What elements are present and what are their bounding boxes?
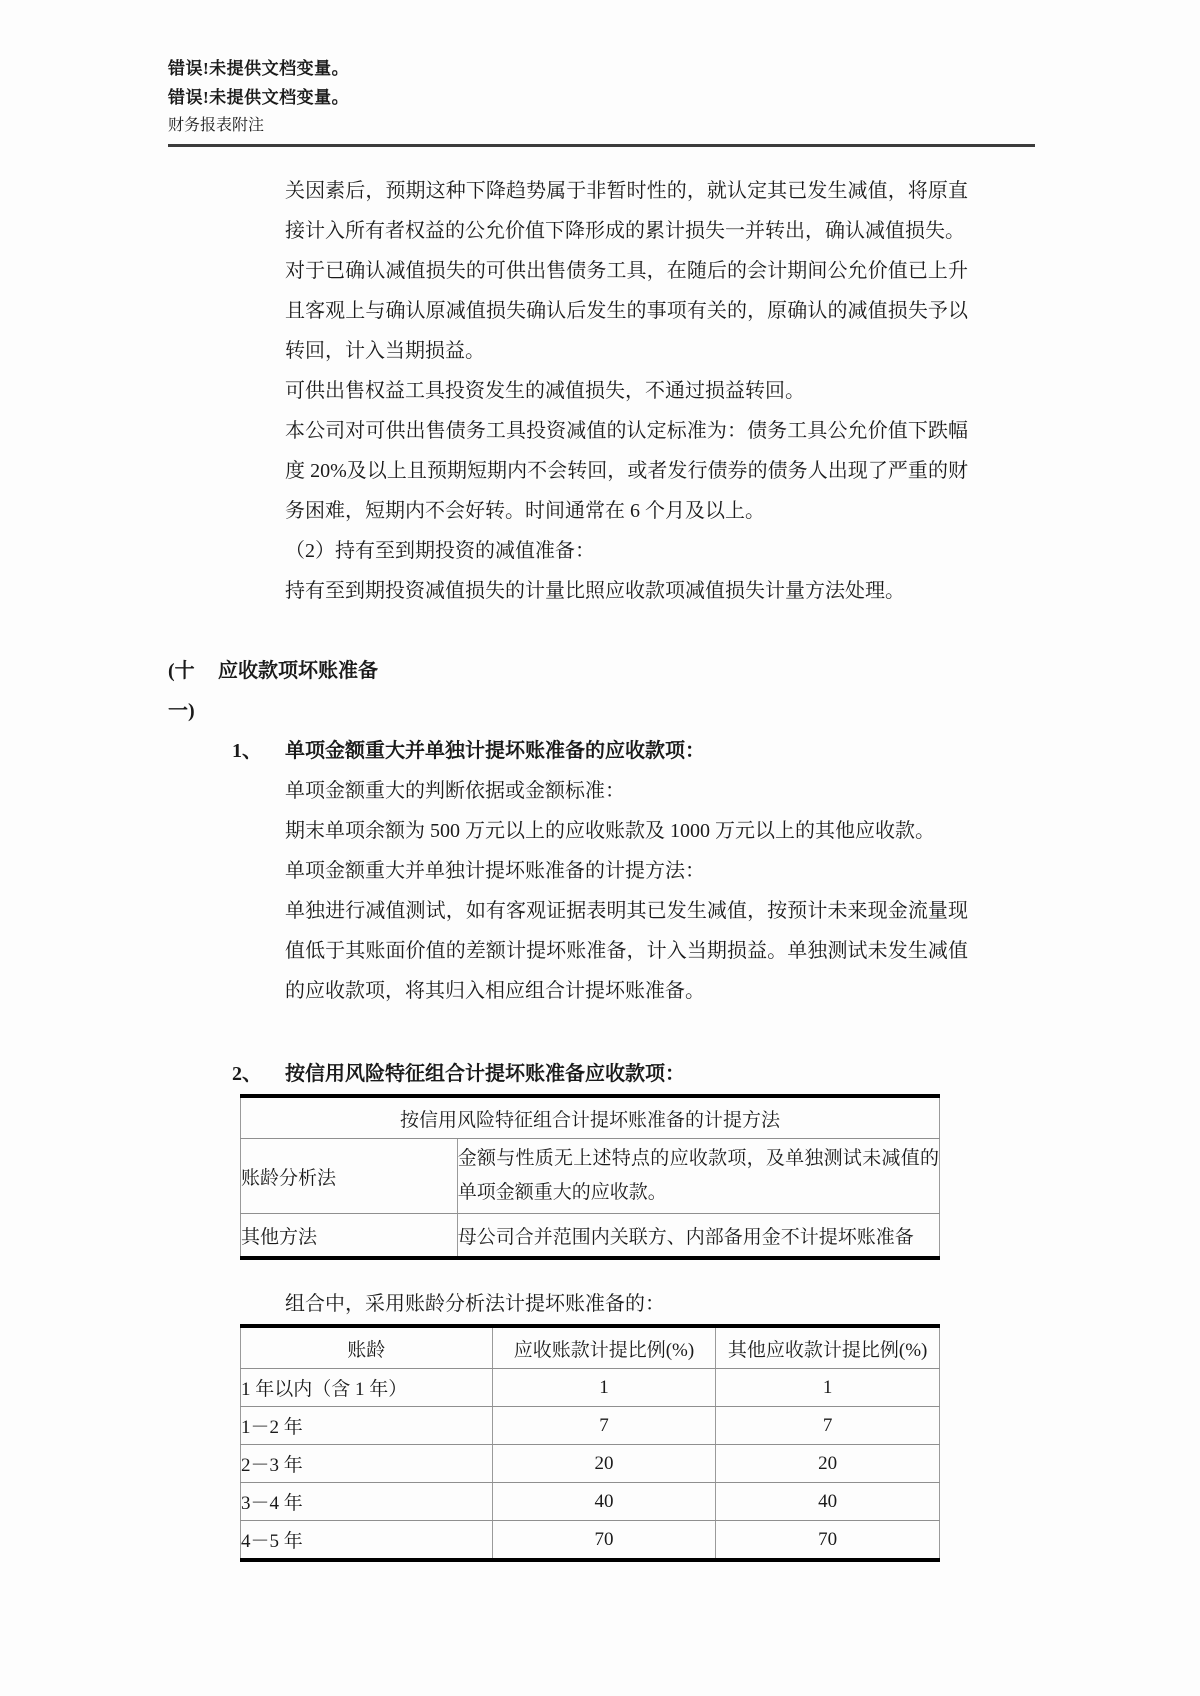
- aging-intro-text: 组合中，采用账龄分析法计提坏账准备的：: [285, 1293, 665, 1315]
- receivables-pct-cell: 40: [492, 1483, 716, 1521]
- method-table: [240, 1094, 940, 1260]
- age-cell: 2－3 年: [241, 1445, 493, 1483]
- method-table-caption: 按信用风险特征组合计提坏账准备的计提方法: [241, 1096, 940, 1139]
- aging-row: [241, 1483, 940, 1521]
- table-row: [241, 1139, 940, 1214]
- intro-section: [168, 171, 1035, 611]
- intro-paragraph: 本公司对可供出售债务工具投资减值的认定标准为：债务工具公允价值下跌幅度 20%及以上且预期短期内不会转回，或者发行债券的债务人出现了严重的财务困难，短期内不会好转。时间通常在 6 个月及以上。: [285, 420, 968, 522]
- item-1-paragraph: 单项金额重大的判断依据或金额标准：: [285, 780, 625, 802]
- aging-header-cell: 账龄: [241, 1326, 493, 1369]
- item-2-number: 2、: [232, 1063, 262, 1085]
- header-rule: [168, 144, 1035, 147]
- aging-header-cell: 应收账款计提比例(%): [492, 1326, 716, 1369]
- doc-var-error-line-2: 错误!未提供文档变量。: [168, 88, 350, 107]
- method-description-cell: 母公司合并范围内关联方、内部备用金不计提坏账准备: [457, 1214, 939, 1259]
- method-table-caption-row: [241, 1096, 940, 1139]
- age-cell: 1－2 年: [241, 1407, 493, 1445]
- other-receivables-pct-cell: 1: [716, 1369, 940, 1407]
- aging-intro-block: [168, 1284, 1035, 1324]
- receivables-pct-cell: 70: [492, 1521, 716, 1561]
- item-1-paragraph: 单独进行减值测试，如有客观证据表明其已发生减值，按预计未来现金流量现值低于其账面价值的差额计提坏账准备，计入当期损益。单独测试未发生减值的应收款项，将其归入相应组合计提坏账准备。: [285, 900, 968, 1002]
- aging-table: [240, 1324, 940, 1562]
- intro-paragraph: （2）持有至到期投资的减值准备：: [285, 540, 595, 562]
- section-title: 应收款项坏账准备: [218, 660, 378, 682]
- item-1-paragraph: 单项金额重大并单独计提坏账准备的计提方法：: [285, 860, 705, 882]
- aging-table-wrapper: [240, 1324, 940, 1562]
- method-name-cell: 其他方法: [241, 1226, 318, 1248]
- intro-paragraph: 关因素后，预期这种下降趋势属于非暂时性的，就认定其已发生减值，将原直接计入所有者权益的公允价值下降形成的累计损失一并转出，确认减值损失。: [285, 180, 968, 242]
- item-1-paragraph: 期末单项余额为 500 万元以上的应收账款及 1000 万元以上的其他应收款。: [285, 820, 935, 842]
- item-1-title: 单项金额重大并单独计提坏账准备的应收款项：: [285, 740, 705, 762]
- aging-row: [241, 1521, 940, 1561]
- aging-header-cell: 其他应收款计提比例(%): [716, 1326, 940, 1369]
- intro-paragraph: 持有至到期投资减值损失的计量比照应收款项减值损失计量方法处理。: [285, 580, 905, 602]
- section-number: (十一): [168, 660, 195, 722]
- table-row: [241, 1214, 940, 1259]
- item-1-body: [168, 771, 1035, 1011]
- intro-paragraph: 对于已确认减值损失的可供出售债务工具，在随后的会计期间公允价值已上升且客观上与确认原减值损失确认后发生的事项有关的，原确认的减值损失予以转回，计入当期损益。: [285, 260, 968, 362]
- section-11-heading: [168, 651, 1035, 731]
- page-header: [168, 54, 1035, 147]
- method-table-wrapper: [240, 1094, 940, 1260]
- age-cell: 3－4 年: [241, 1483, 493, 1521]
- aging-row: [241, 1445, 940, 1483]
- item-1-number: 1、: [232, 740, 262, 762]
- other-receivables-pct-cell: 20: [716, 1445, 940, 1483]
- receivables-pct-cell: 1: [492, 1369, 716, 1407]
- age-cell: 4－5 年: [241, 1531, 303, 1552]
- item-2-heading: [232, 1054, 1035, 1094]
- other-receivables-pct-cell: 7: [716, 1407, 940, 1445]
- method-name-cell: 账龄分析法: [241, 1139, 458, 1214]
- item-2-title: 按信用风险特征组合计提坏账准备应收款项：: [285, 1063, 685, 1085]
- receivables-pct-cell: 7: [492, 1407, 716, 1445]
- aging-row: [241, 1369, 940, 1407]
- other-receivables-pct-cell: 70: [716, 1521, 940, 1561]
- aging-row: [241, 1407, 940, 1445]
- aging-table-header-row: [241, 1326, 940, 1369]
- receivables-pct-cell: 20: [492, 1445, 716, 1483]
- other-receivables-pct-cell: 40: [716, 1483, 940, 1521]
- doc-var-error-line-1: 错误!未提供文档变量。: [168, 59, 350, 78]
- intro-paragraph: 可供出售权益工具投资发生的减值损失，不通过损益转回。: [285, 380, 805, 402]
- age-cell: 1 年以内（含 1 年）: [241, 1369, 493, 1407]
- notes-subtitle: 财务报表附注: [168, 117, 265, 134]
- method-description-cell: 金额与性质无上述特点的应收款项，及单独测试未减值的单项金额重大的应收款。: [457, 1139, 939, 1214]
- item-1-heading: [232, 731, 1035, 771]
